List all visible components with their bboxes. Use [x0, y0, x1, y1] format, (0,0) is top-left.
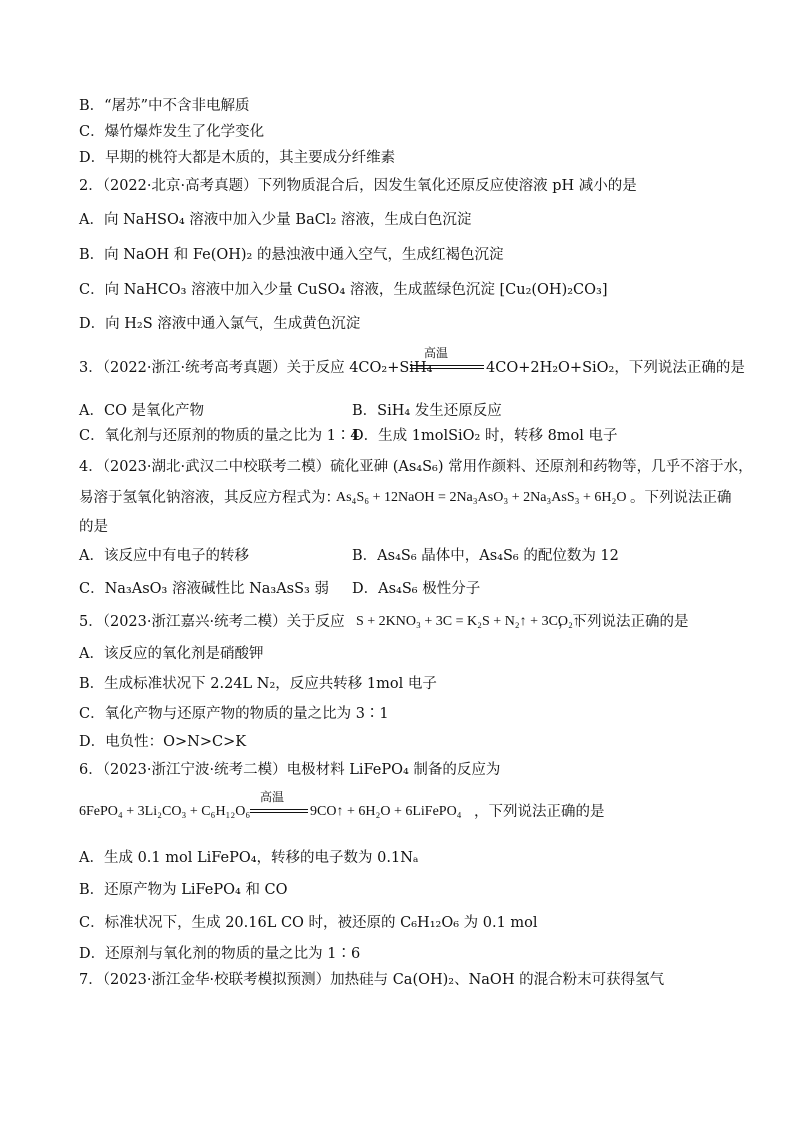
q3-option-a: A．CO 是氧化产物 — [79, 403, 205, 419]
q4-stem-line3: 的是 — [79, 519, 108, 535]
q6-reaction-bar-lower — [250, 812, 308, 813]
q3-condition-label: 高温 — [424, 346, 449, 360]
q2-option-d: D．向 H₂S 溶液中通入氯气，生成黄色沉淀 — [79, 316, 361, 332]
q6-equation-reactants: 6FePO₄ + 3Li₂CO₃ + C₆H₁₂O₆ — [79, 804, 251, 819]
q2-option-c: C．向 NaHCO₃ 溶液中加入少量 CuSO₄ 溶液，生成蓝绿色沉淀 [Cu₂(OH)₂CO₃] — [79, 282, 608, 298]
q6-reaction-bar — [250, 809, 308, 810]
q5-option-a: A．该反应的氧化剂是硝酸钾 — [79, 646, 264, 662]
q4-option-d: D．As₄S₆ 极性分子 — [352, 581, 481, 597]
q6-option-c: C．标准状况下，生成 20.16L CO 时，被还原的 C₆H₁₂O₆ 为 0.1 mol — [79, 915, 538, 931]
question-4-stem: 4．（2023·湖北·武汉二中校联考二模）硫化亚砷 (As₄S₆) 常用作颜料、还原剂和药物等，几乎不溶于水， — [79, 459, 753, 475]
q5-option-c: C．氧化产物与还原产物的物质的量之比为 3∶1 — [79, 706, 389, 722]
q4-equation: As₄S₆ + 12NaOH = 2Na₃AsO₃ + 2Na₃AsS₃ + 6H₂O — [336, 490, 627, 505]
question-2-stem: 2．（2022·北京·高考真题）下列物质混合后，因发生氧化还原反应使溶液 pH 减小的是 — [79, 178, 637, 194]
q4-stem-line2-pre: 易溶于氢氧化钠溶液，其反应方程式为： — [79, 490, 340, 506]
q4-option-c: C．Na₃AsO₃ 溶液碱性比 Na₃AsS₃ 弱 — [79, 581, 329, 597]
option-b-prev: B．“屠苏”中不含非电解质 — [79, 98, 250, 114]
q4-option-a: A．该反应中有电子的转移 — [79, 548, 249, 564]
q4-stem-line2-post: 。下列说法正确 — [630, 490, 732, 506]
question-5-stem-pre: 5．（2023·浙江嘉兴·统考二模）关于反应 — [79, 614, 345, 630]
q5-option-d: D．电负性：O>N>C>K — [79, 734, 247, 750]
q5-equation: S + 2KNO₃ + 3C = K₂S + N₂↑ + 3CO₂↑ — [356, 614, 580, 629]
q2-option-b: B．向 NaOH 和 Fe(OH)₂ 的悬浊液中通入空气，生成红褐色沉淀 — [79, 247, 504, 263]
q6-option-a: A．生成 0.1 mol LiFePO₄，转移的电子数为 0.1Nₐ — [79, 850, 419, 866]
option-d-prev: D．早期的桃符大都是木质的，其主要成分纤维素 — [79, 150, 396, 166]
q6-condition-label: 高温 — [260, 790, 285, 804]
q3-stem-post: 4CO+2H₂O+SiO₂，下列说法正确的是 — [486, 360, 745, 376]
q2-option-a: A．向 NaHSO₄ 溶液中加入少量 BaCl₂ 溶液，生成白色沉淀 — [79, 212, 472, 228]
q4-option-b: B．As₄S₆ 晶体中，As₄S₆ 的配位数为 12 — [352, 548, 619, 564]
question-5-stem-post: ，下列说法正确的是 — [558, 614, 689, 630]
question-6-stem: 6．（2023·浙江宁波·统考二模）电极材料 LiFePO₄ 制备的反应为 — [79, 762, 501, 778]
q6-equation-products: 9CO↑ + 6H₂O + 6LiFePO₄ — [310, 804, 462, 819]
q6-option-b: B．还原产物为 LiFePO₄ 和 CO — [79, 882, 288, 898]
question-7-stem: 7．（2023·浙江金华·校联考模拟预测）加热硅与 Ca(OH)₂、NaOH 的混合粉末可获得氢气 — [79, 972, 665, 988]
q3-stem-pre: 3．（2022·浙江·统考高考真题）关于反应 4CO₂+SiH₄ — [79, 360, 433, 376]
q3-option-b: B．SiH₄ 发生还原反应 — [352, 403, 502, 419]
q5-option-b: B．生成标准状况下 2.24L N₂，反应共转移 1mol 电子 — [79, 676, 437, 692]
q3-option-d: D．生成 1molSiO₂ 时，转移 8mol 电子 — [352, 428, 618, 444]
q3-reaction-bar — [410, 365, 484, 366]
q6-option-d: D．还原剂与氧化剂的物质的量之比为 1∶6 — [79, 946, 361, 962]
q3-reaction-bar-lower — [410, 368, 484, 369]
q6-stem-tail: ，下列说法正确的是 — [474, 804, 605, 820]
q3-option-c: C．氧化剂与还原剂的物质的量之比为 1∶4 — [79, 428, 360, 444]
option-c-prev: C．爆竹爆炸发生了化学变化 — [79, 124, 265, 140]
